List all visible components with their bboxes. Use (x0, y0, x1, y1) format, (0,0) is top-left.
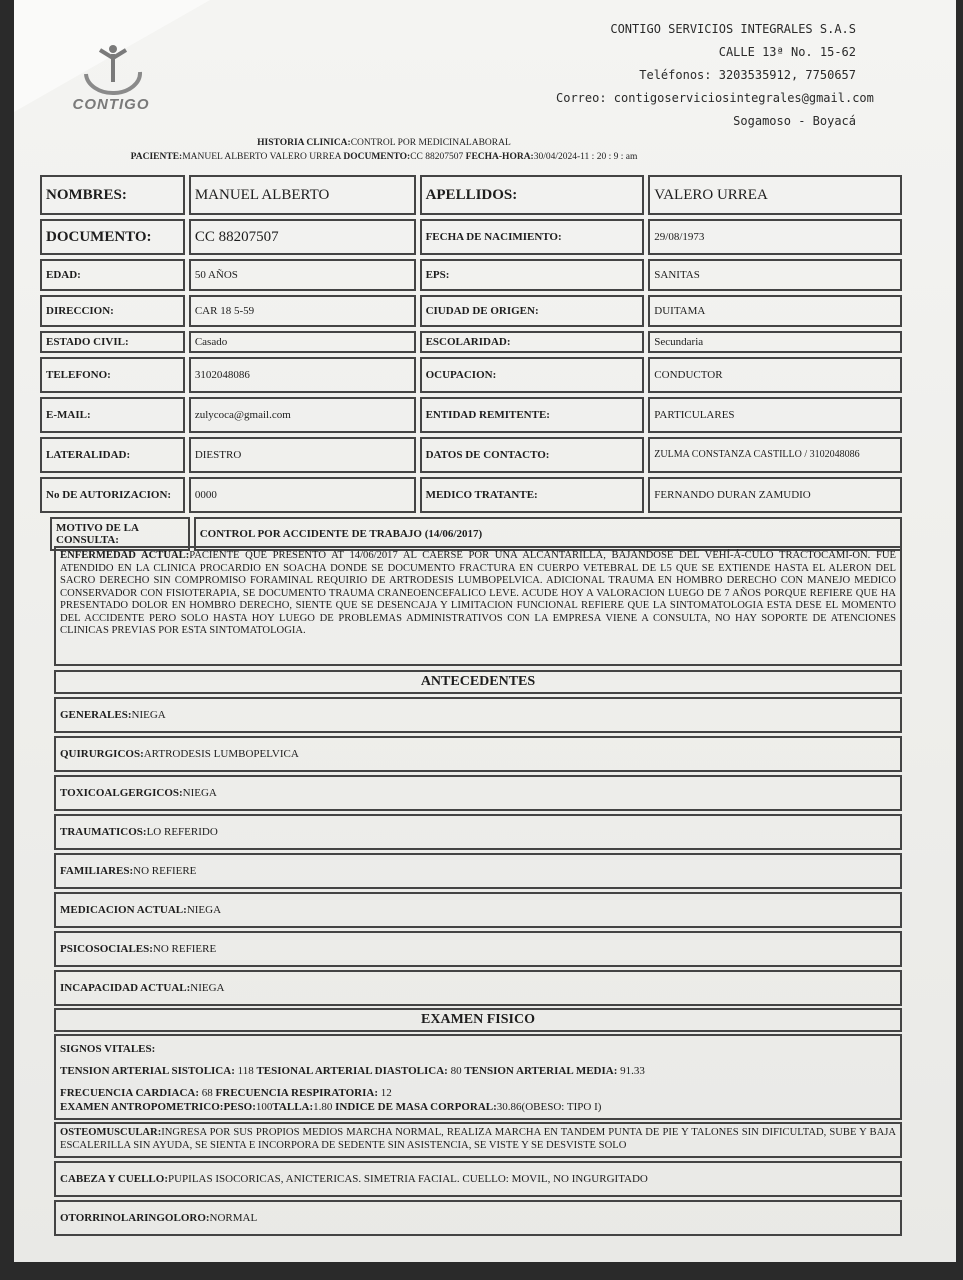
enfermedad-text: PACIENTE QUE PRESENTO AT 14/06/2017 AL CAERSE POR UNA ALCANTARILLA, BAJANDOSE DEL VEHÍ-Á-CULO TRACTOCAMI-ON. FUE ATENDIDO EN LA CLINICA PROCARDIO EN SOACHA DONDE SE DOCUMENTO FRACTURA EN CUERPO VETEBRAL DE L5 QUE SE EXTIENDE HASTA EL ALERON DEL SACRO DERECHO SIN COMPROMISO FORAMINAL REQUIRIO DE ARTRODESIS LUMBOPELVICA. ADICIONAL TRAUMA EN HOMBRO DERECHO CON MANEJO MEDICO CONSERVADOR CON FISIOTERAPIA, SE DOCUMENTO TRAUMA CRANEOENCEFALICO LEVE. ACUDE HOY A VALORACION LUEGO DE 7 AÑOS PORQUE REFIERE QUE HA PRESENTADO DOLOR EN HOMBRO DERECHO, SIENTE QUE SE DESENCAJA Y LIMITACION FUNCIONAL REFIERE QUE LA SINTOMATOLOGIA ESTA DESE EL MOMENTO DEL ACCIDENTE PERO SOLO HASTA HOY LUEGO DE PROBLEMAS ADMINISTRATIVOS CON LA EMPRESA VIENE A CONSULTA, NO HAY SOPORTE DE ATENCIONES CLINICAS PREVIAS POR ESTA SINTOMATOLOGIA. (60, 550, 897, 636)
motivo-label: MOTIVO DE LA CONSULTA: (50, 517, 190, 551)
paciente-value: MANUEL ALBERTO VALERO URREA (182, 152, 341, 162)
lateralidad-label: LATERALIDAD: (40, 437, 185, 473)
company-name: CONTIGO SERVICIOS INTEGRALES S.A.S (610, 22, 856, 36)
nombres-label: NOMBRES: (40, 175, 185, 215)
fc-value: 68 (201, 1087, 213, 1099)
civil-value: Casado (189, 331, 416, 353)
eps-label: EPS: (420, 259, 645, 291)
antecedente-familiares: FAMILIARES: NO REFIERE (54, 853, 902, 889)
nacimiento-label: FECHA DE NACIMIENTO: (420, 219, 645, 255)
contacto-label: DATOS DE CONTACTO: (420, 437, 645, 473)
nacimiento-value: 29/08/1973 (648, 219, 902, 255)
ocupacion-value: CONDUCTOR (648, 357, 902, 393)
signos-vitales: SIGNOS VITALES: TENSION ARTERIAL SISTOLICA: 118 TESIONAL ARTERIAL DIASTOLICA: 80 TENSION ARTERIAL MEDIA: 91.33 FRECUENCIA CARDIACA: 68 FRECUENCIA RESPIRATORIA: 12 EXAMEN ANTROPOMETRICO:PESO:100TALLA:1.80 INDICE DE MASA CORPORAL:30.86(OBESO: TIPO I) (54, 1034, 902, 1120)
antecedente-incapacidad: INCAPACIDAD ACTUAL: NIEGA (54, 970, 902, 1006)
antecedente-psicosociales: PSICOSOCIALES: NO REFIERE (54, 931, 902, 967)
logo-icon (78, 44, 148, 96)
examen-title: EXAMEN FISICO (54, 1008, 902, 1032)
motivo-value: CONTROL POR ACCIDENTE DE TRABAJO (14/06/2017) (194, 517, 902, 551)
documento-field-value: CC 88207507 (189, 219, 416, 255)
escolaridad-label: ESCOLARIDAD: (420, 331, 645, 353)
medico-value: FERNANDO DURAN ZAMUDIO (648, 477, 902, 513)
ciudad-label: CIUDAD DE ORIGEN: (420, 295, 645, 327)
documento-label: DOCUMENTO: (343, 152, 411, 162)
company-address: CALLE 13ª No. 15-62 (718, 45, 856, 59)
antecedentes-title: ANTECEDENTES (54, 670, 902, 694)
documento-field-label: DOCUMENTO: (40, 219, 185, 255)
edad-value: 50 AÑOS (189, 259, 416, 291)
enfermedad-actual (54, 546, 902, 666)
lateralidad-value: DIESTRO (189, 437, 416, 473)
company-email: Correo: contigoserviciosintegrales@gmail.com (556, 91, 874, 105)
email-value: zulycoca@gmail.com (189, 397, 416, 433)
sistolica-value: 118 (237, 1065, 254, 1077)
antecedente-toxicoalergicos: TOXICOALGERGICOS: NIEGA (54, 775, 902, 811)
record-header (14, 136, 754, 164)
escolaridad-value: Secundaria (648, 331, 902, 353)
entidad-value: PARTICULARES (648, 397, 902, 433)
signos-label: SIGNOS VITALES: (60, 1043, 156, 1055)
cabeza-cuello: CABEZA Y CUELLO: PUPILAS ISOCORICAS, ANICTERICAS. SIMETRIA FACIAL. CUELLO: MOVIL, NO INGURGITADO (54, 1161, 902, 1197)
autorizacion-value: 0000 (189, 477, 416, 513)
civil-label: ESTADO CIVIL: (40, 331, 185, 353)
media-value: 91.33 (620, 1065, 645, 1077)
contacto-value: ZULMA CONSTANZA CASTILLO / 3102048086 (648, 437, 902, 473)
autorizacion-label: No DE AUTORIZACION: (40, 477, 185, 513)
fr-value: 12 (380, 1087, 392, 1099)
fecha-value: 30/04/2024-11 : 20 : 9 : am (533, 152, 638, 162)
paciente-label: PACIENTE: (130, 152, 183, 162)
nombres-value: MANUEL ALBERTO (189, 175, 416, 215)
eps-value: SANITAS (648, 259, 902, 291)
antecedente-medicacion: MEDICACION ACTUAL: NIEGA (54, 892, 902, 928)
talla-value: 1.80 (313, 1101, 333, 1113)
documento-value: CC 88207507 (410, 152, 464, 162)
ocupacion-label: OCUPACION: (420, 357, 645, 393)
patient-data-grid (40, 175, 902, 551)
entidad-label: ENTIDAD REMITENTE: (420, 397, 645, 433)
medico-label: MEDICO TRATANTE: (420, 477, 645, 513)
document-page (14, 0, 956, 1262)
peso-value: 100 (255, 1101, 273, 1113)
logo-brand: CONTIGO (72, 96, 150, 113)
apellidos-value: VALERO URREA (648, 175, 902, 215)
antecedente-generales: GENERALES: NIEGA (54, 697, 902, 733)
fecha-label: FECHA-HORA: (465, 152, 534, 162)
edad-label: EDAD: (40, 259, 185, 291)
antecedente-traumaticos: TRAUMATICOS: LO REFERIDO (54, 814, 902, 850)
email-label: E-MAIL: (40, 397, 185, 433)
telefono-label: TELEFONO: (40, 357, 185, 393)
osteomuscular: OSTEOMUSCULAR:INGRESA POR SUS PROPIOS MEDIOS MARCHA NORMAL, REALIZA MARCHA EN TANDEM PUNTA DE PIE Y TALONES SIN DIFICULTAD, SUBE Y BAJA ESCALERILLA SIN AYUDA, SE SIENTA E INCORPORA DE SEDENTE SIN ASISTENCIA, SE VISTE Y SE DESVISTE SOLO (54, 1122, 902, 1158)
otorrino: OTORRINOLARINGOLORO: NORMAL (54, 1200, 902, 1236)
apellidos-label: APELLIDOS: (420, 175, 645, 215)
diastolica-value: 80 (450, 1065, 462, 1077)
direccion-label: DIRECCION: (40, 295, 185, 327)
hc-value: CONTROL POR MEDICINALABORAL (350, 138, 511, 148)
company-phones: Teléfonos: 3203535912, 7750657 (639, 68, 856, 82)
hc-label: HISTORIA CLINICA: (257, 138, 351, 148)
ciudad-value: DUITAMA (648, 295, 902, 327)
company-logo (56, 42, 166, 122)
telefono-value: 3102048086 (189, 357, 416, 393)
antecedente-quirurgicos: QUIRURGICOS: ARTRODESIS LUMBOPELVICA (54, 736, 902, 772)
company-info (556, 18, 874, 133)
direccion-value: CAR 18 5-59 (189, 295, 416, 327)
company-city: Sogamoso - Boyacá (733, 114, 856, 128)
imc-value: 30.86(OBESO: TIPO I) (496, 1101, 602, 1113)
enfermedad-label: ENFERMEDAD ACTUAL: (60, 550, 190, 561)
